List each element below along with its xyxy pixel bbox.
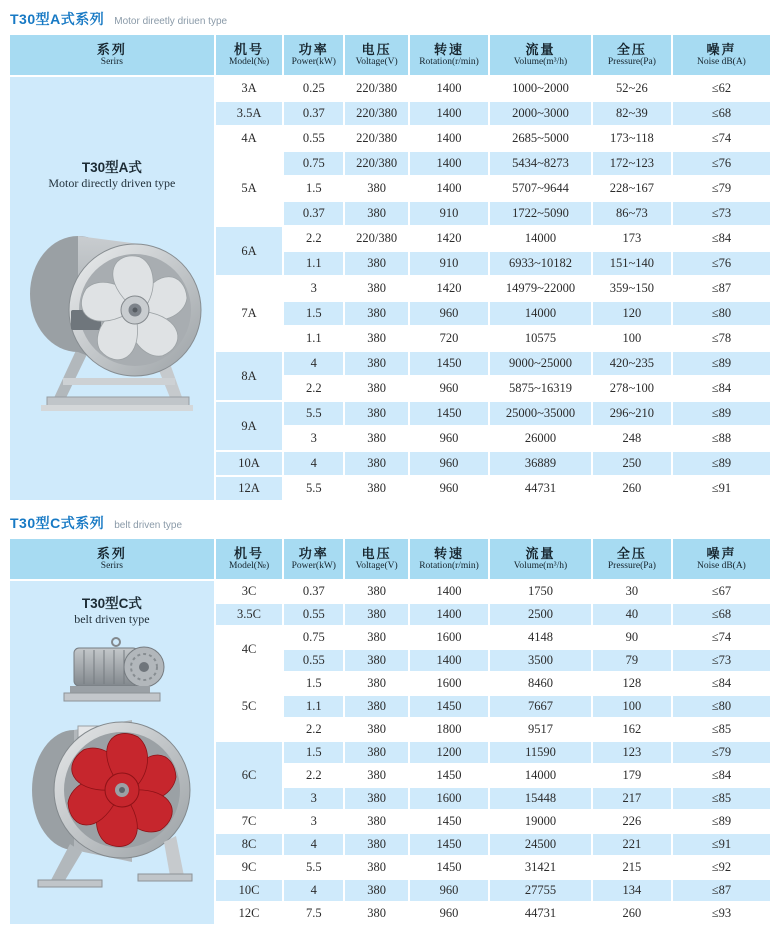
header-row: [9, 538, 771, 580]
col-header-pressure: 全压 Pressure(Pa): [592, 538, 672, 580]
spec-cell-volume: 3500: [489, 649, 592, 672]
spec-cell-power: 0.37: [283, 201, 344, 226]
col-header-series: 系列 Serirs: [9, 34, 215, 76]
spec-cell-power: 4: [283, 879, 344, 902]
col-header-pressure: 全压 Pressure(Pa): [592, 34, 672, 76]
spec-cell-rotation: 1450: [409, 351, 489, 376]
spec-cell-noise: ≤80: [672, 301, 771, 326]
spec-cell-volume: 31421: [489, 856, 592, 879]
table-row: [9, 580, 771, 603]
spec-cell-volume: 1722~5090: [489, 201, 592, 226]
spec-cell-pressure: 173: [592, 226, 672, 251]
spec-cell-rotation: 960: [409, 476, 489, 501]
spec-cell-pressure: 100: [592, 695, 672, 718]
spec-cell-volume: 24500: [489, 833, 592, 856]
spec-cell-voltage: 380: [344, 787, 409, 810]
spec-cell-pressure: 221: [592, 833, 672, 856]
spec-cell-volume: 26000: [489, 426, 592, 451]
model-cell: 3.5A: [215, 101, 284, 126]
spec-cell-power: 5.5: [283, 476, 344, 501]
spec-cell-volume: 1750: [489, 580, 592, 603]
spec-cell-rotation: 960: [409, 879, 489, 902]
spec-cell-volume: 2000~3000: [489, 101, 592, 126]
model-cell: 12A: [215, 476, 284, 501]
spec-cell-pressure: 90: [592, 626, 672, 649]
spec-cell-pressure: 296~210: [592, 401, 672, 426]
spec-cell-volume: 8460: [489, 672, 592, 695]
spec-cell-noise: ≤91: [672, 476, 771, 501]
spec-cell-noise: ≤89: [672, 810, 771, 833]
spec-cell-pressure: 226: [592, 810, 672, 833]
spec-cell-noise: ≤84: [672, 376, 771, 401]
spec-cell-voltage: 380: [344, 649, 409, 672]
spec-cell-pressure: 420~235: [592, 351, 672, 376]
spec-cell-rotation: 910: [409, 201, 489, 226]
spec-cell-voltage: 380: [344, 201, 409, 226]
model-cell: 7A: [215, 276, 284, 351]
spec-cell-volume: 5434~8273: [489, 151, 592, 176]
spec-cell-power: 1.5: [283, 741, 344, 764]
spec-cell-voltage: 380: [344, 251, 409, 276]
model-cell: 9C: [215, 856, 284, 879]
model-cell: 8A: [215, 351, 284, 401]
spec-cell-power: 3: [283, 810, 344, 833]
spec-cell-pressure: 82~39: [592, 101, 672, 126]
spec-cell-rotation: 960: [409, 902, 489, 925]
spec-cell-noise: ≤73: [672, 201, 771, 226]
spec-cell-pressure: 359~150: [592, 276, 672, 301]
spec-cell-rotation: 1400: [409, 176, 489, 201]
spec-cell-volume: 9000~25000: [489, 351, 592, 376]
spec-cell-noise: ≤87: [672, 276, 771, 301]
spec-table-c: [8, 537, 772, 926]
spec-cell-pressure: 260: [592, 902, 672, 925]
spec-cell-volume: 4148: [489, 626, 592, 649]
spec-cell-noise: ≤84: [672, 764, 771, 787]
spec-cell-voltage: 380: [344, 176, 409, 201]
spec-cell-volume: 6933~10182: [489, 251, 592, 276]
col-header-power: 功率 Power(kW): [283, 538, 344, 580]
model-cell: 9A: [215, 401, 284, 451]
col-header-volume: 流量 Volume(m³/h): [489, 34, 592, 76]
col-header-voltage: 电压 Voltage(V): [344, 538, 409, 580]
spec-cell-volume: 10575: [489, 326, 592, 351]
spec-cell-pressure: 128: [592, 672, 672, 695]
spec-cell-noise: ≤84: [672, 672, 771, 695]
spec-cell-voltage: 380: [344, 856, 409, 879]
spec-cell-voltage: 220/380: [344, 151, 409, 176]
spec-cell-power: 1.1: [283, 326, 344, 351]
spec-cell-noise: ≤91: [672, 833, 771, 856]
spec-cell-voltage: 220/380: [344, 101, 409, 126]
spec-cell-rotation: 1400: [409, 151, 489, 176]
spec-cell-volume: 44731: [489, 902, 592, 925]
spec-cell-volume: 11590: [489, 741, 592, 764]
series-panel: [9, 76, 215, 501]
spec-cell-volume: 14000: [489, 226, 592, 251]
spec-cell-voltage: 380: [344, 902, 409, 925]
spec-cell-power: 0.55: [283, 649, 344, 672]
spec-cell-voltage: 380: [344, 879, 409, 902]
model-cell: 3C: [215, 580, 284, 603]
spec-cell-voltage: 380: [344, 326, 409, 351]
spec-cell-noise: ≤68: [672, 101, 771, 126]
section-t30-c: [0, 504, 780, 926]
spec-cell-rotation: 1450: [409, 810, 489, 833]
spec-cell-pressure: 179: [592, 764, 672, 787]
spec-cell-noise: ≤67: [672, 580, 771, 603]
spec-cell-pressure: 217: [592, 787, 672, 810]
spec-cell-volume: 2500: [489, 603, 592, 626]
model-cell: 3A: [215, 76, 284, 101]
spec-cell-volume: 36889: [489, 451, 592, 476]
spec-cell-rotation: 960: [409, 376, 489, 401]
spec-cell-pressure: 123: [592, 741, 672, 764]
spec-cell-power: 7.5: [283, 902, 344, 925]
spec-cell-voltage: 380: [344, 276, 409, 301]
spec-cell-power: 3: [283, 426, 344, 451]
spec-cell-noise: ≤84: [672, 226, 771, 251]
spec-cell-voltage: 380: [344, 603, 409, 626]
spec-cell-pressure: 40: [592, 603, 672, 626]
spec-cell-voltage: 380: [344, 301, 409, 326]
spec-cell-volume: 44731: [489, 476, 592, 501]
spec-cell-voltage: 380: [344, 351, 409, 376]
series-panel: [9, 580, 215, 925]
spec-cell-volume: 5707~9644: [489, 176, 592, 201]
spec-cell-volume: 2685~5000: [489, 126, 592, 151]
spec-cell-volume: 7667: [489, 695, 592, 718]
spec-cell-noise: ≤74: [672, 626, 771, 649]
spec-cell-voltage: 220/380: [344, 126, 409, 151]
spec-cell-volume: 9517: [489, 718, 592, 741]
spec-cell-voltage: 220/380: [344, 76, 409, 101]
spec-cell-pressure: 248: [592, 426, 672, 451]
spec-cell-pressure: 86~73: [592, 201, 672, 226]
spec-cell-noise: ≤87: [672, 879, 771, 902]
spec-cell-power: 2.2: [283, 764, 344, 787]
series-description: belt driven type: [74, 612, 150, 626]
spec-cell-noise: ≤93: [672, 902, 771, 925]
spec-cell-power: 0.37: [283, 101, 344, 126]
spec-cell-noise: ≤79: [672, 741, 771, 764]
spec-cell-noise: ≤74: [672, 126, 771, 151]
spec-cell-voltage: 380: [344, 376, 409, 401]
spec-cell-voltage: 380: [344, 401, 409, 426]
spec-cell-power: 4: [283, 451, 344, 476]
spec-cell-noise: ≤85: [672, 787, 771, 810]
fan-photo: [26, 630, 198, 919]
spec-cell-noise: ≤76: [672, 251, 771, 276]
series-description: Motor directly driven type: [48, 176, 176, 190]
spec-cell-power: 4: [283, 351, 344, 376]
col-header-rotation: 转速 Rotation(r/min): [409, 538, 489, 580]
spec-cell-noise: ≤89: [672, 351, 771, 376]
model-cell: 4C: [215, 626, 284, 672]
table-row: [9, 76, 771, 101]
model-cell: 5C: [215, 672, 284, 741]
spec-cell-rotation: 1420: [409, 276, 489, 301]
spec-cell-noise: ≤78: [672, 326, 771, 351]
spec-cell-noise: ≤62: [672, 76, 771, 101]
col-header-voltage: 电压 Voltage(V): [344, 34, 409, 76]
spec-cell-pressure: 173~118: [592, 126, 672, 151]
spec-cell-power: 5.5: [283, 856, 344, 879]
model-cell: 10C: [215, 879, 284, 902]
spec-cell-rotation: 1400: [409, 76, 489, 101]
spec-cell-rotation: 1400: [409, 603, 489, 626]
spec-cell-voltage: 380: [344, 833, 409, 856]
spec-cell-rotation: 960: [409, 451, 489, 476]
spec-cell-power: 1.1: [283, 251, 344, 276]
axial-fan-belt-drive-image: [26, 630, 198, 914]
spec-cell-power: 4: [283, 833, 344, 856]
section-c-heading: [8, 504, 772, 537]
spec-cell-rotation: 1200: [409, 741, 489, 764]
spec-cell-power: 0.25: [283, 76, 344, 101]
spec-cell-power: 1.5: [283, 301, 344, 326]
spec-cell-noise: ≤73: [672, 649, 771, 672]
section-c-title: T30型C式系列: [10, 515, 105, 531]
spec-cell-pressure: 172~123: [592, 151, 672, 176]
col-header-series: 系列 Serirs: [9, 538, 215, 580]
spec-cell-pressure: 278~100: [592, 376, 672, 401]
spec-cell-power: 1.5: [283, 672, 344, 695]
spec-cell-rotation: 720: [409, 326, 489, 351]
model-cell: 4A: [215, 126, 284, 151]
spec-cell-rotation: 1800: [409, 718, 489, 741]
spec-cell-power: 3: [283, 787, 344, 810]
series-name: T30型A式: [81, 160, 142, 175]
header-row: [9, 34, 771, 76]
spec-cell-rotation: 1450: [409, 401, 489, 426]
spec-cell-rotation: 1420: [409, 226, 489, 251]
spec-cell-rotation: 1450: [409, 764, 489, 787]
spec-cell-rotation: 1400: [409, 101, 489, 126]
spec-cell-volume: 15448: [489, 787, 592, 810]
spec-cell-rotation: 1400: [409, 649, 489, 672]
spec-cell-volume: 25000~35000: [489, 401, 592, 426]
spec-cell-power: 0.37: [283, 580, 344, 603]
spec-cell-power: 1.1: [283, 695, 344, 718]
model-cell: 12C: [215, 902, 284, 925]
col-header-volume: 流量 Volume(m³/h): [489, 538, 592, 580]
spec-cell-rotation: 1600: [409, 787, 489, 810]
spec-cell-pressure: 79: [592, 649, 672, 672]
axial-fan-direct-drive-image: [23, 194, 201, 422]
spec-cell-voltage: 380: [344, 718, 409, 741]
spec-cell-noise: ≤68: [672, 603, 771, 626]
spec-cell-pressure: 215: [592, 856, 672, 879]
section-a-title: T30型A式系列: [10, 11, 105, 27]
model-cell: 10A: [215, 451, 284, 476]
spec-cell-voltage: 380: [344, 426, 409, 451]
spec-cell-voltage: 380: [344, 580, 409, 603]
section-a-heading: [8, 0, 772, 33]
spec-cell-pressure: 228~167: [592, 176, 672, 201]
spec-cell-rotation: 1450: [409, 833, 489, 856]
spec-cell-volume: 14979~22000: [489, 276, 592, 301]
col-header-rotation: 转速 Rotation(r/min): [409, 34, 489, 76]
spec-table-a: [8, 33, 772, 502]
col-header-noise: 噪声 Noise dB(A): [672, 538, 771, 580]
spec-cell-noise: ≤89: [672, 451, 771, 476]
spec-cell-voltage: 380: [344, 672, 409, 695]
spec-cell-volume: 19000: [489, 810, 592, 833]
spec-cell-rotation: 960: [409, 301, 489, 326]
spec-cell-power: 2.2: [283, 718, 344, 741]
spec-cell-power: 5.5: [283, 401, 344, 426]
spec-cell-volume: 14000: [489, 301, 592, 326]
spec-cell-pressure: 250: [592, 451, 672, 476]
model-cell: 6A: [215, 226, 284, 276]
spec-cell-noise: ≤80: [672, 695, 771, 718]
col-header-model: 机号 Model(№): [215, 538, 284, 580]
spec-cell-power: 0.55: [283, 603, 344, 626]
spec-cell-pressure: 151~140: [592, 251, 672, 276]
spec-cell-volume: 1000~2000: [489, 76, 592, 101]
spec-cell-rotation: 1450: [409, 695, 489, 718]
spec-cell-pressure: 120: [592, 301, 672, 326]
model-cell: 5A: [215, 151, 284, 226]
spec-cell-noise: ≤92: [672, 856, 771, 879]
spec-cell-noise: ≤88: [672, 426, 771, 451]
spec-cell-power: 2.2: [283, 376, 344, 401]
spec-cell-rotation: 1450: [409, 856, 489, 879]
spec-cell-noise: ≤76: [672, 151, 771, 176]
col-header-power: 功率 Power(kW): [283, 34, 344, 76]
spec-cell-volume: 14000: [489, 764, 592, 787]
spec-cell-pressure: 52~26: [592, 76, 672, 101]
spec-cell-rotation: 1400: [409, 126, 489, 151]
spec-cell-voltage: 380: [344, 451, 409, 476]
spec-cell-rotation: 1400: [409, 580, 489, 603]
model-cell: 3.5C: [215, 603, 284, 626]
model-cell: 8C: [215, 833, 284, 856]
spec-cell-noise: ≤79: [672, 176, 771, 201]
spec-cell-voltage: 380: [344, 810, 409, 833]
spec-cell-rotation: 960: [409, 426, 489, 451]
spec-cell-voltage: 380: [344, 476, 409, 501]
spec-cell-voltage: 220/380: [344, 226, 409, 251]
fan-photo: [23, 194, 201, 427]
section-a-subtitle: Motor direetly driuen type: [114, 16, 228, 27]
model-cell: 6C: [215, 741, 284, 810]
spec-cell-pressure: 134: [592, 879, 672, 902]
spec-cell-power: 0.75: [283, 626, 344, 649]
spec-cell-noise: ≤85: [672, 718, 771, 741]
spec-cell-rotation: 1600: [409, 626, 489, 649]
col-header-model: 机号 Model(№): [215, 34, 284, 76]
spec-cell-pressure: 100: [592, 326, 672, 351]
spec-cell-power: 0.55: [283, 126, 344, 151]
spec-cell-power: 1.5: [283, 176, 344, 201]
spec-cell-pressure: 260: [592, 476, 672, 501]
spec-cell-volume: 27755: [489, 879, 592, 902]
spec-cell-voltage: 380: [344, 764, 409, 787]
spec-cell-rotation: 1600: [409, 672, 489, 695]
model-cell: 7C: [215, 810, 284, 833]
spec-cell-voltage: 380: [344, 695, 409, 718]
spec-cell-voltage: 380: [344, 741, 409, 764]
spec-cell-noise: ≤89: [672, 401, 771, 426]
spec-cell-voltage: 380: [344, 626, 409, 649]
col-header-noise: 噪声 Noise dB(A): [672, 34, 771, 76]
spec-cell-volume: 5875~16319: [489, 376, 592, 401]
spec-cell-power: 2.2: [283, 226, 344, 251]
section-c-subtitle: belt driven type: [114, 520, 183, 531]
spec-cell-pressure: 162: [592, 718, 672, 741]
spec-cell-rotation: 910: [409, 251, 489, 276]
series-name: T30型C式: [81, 596, 142, 611]
spec-cell-pressure: 30: [592, 580, 672, 603]
spec-cell-power: 3: [283, 276, 344, 301]
spec-cell-power: 0.75: [283, 151, 344, 176]
